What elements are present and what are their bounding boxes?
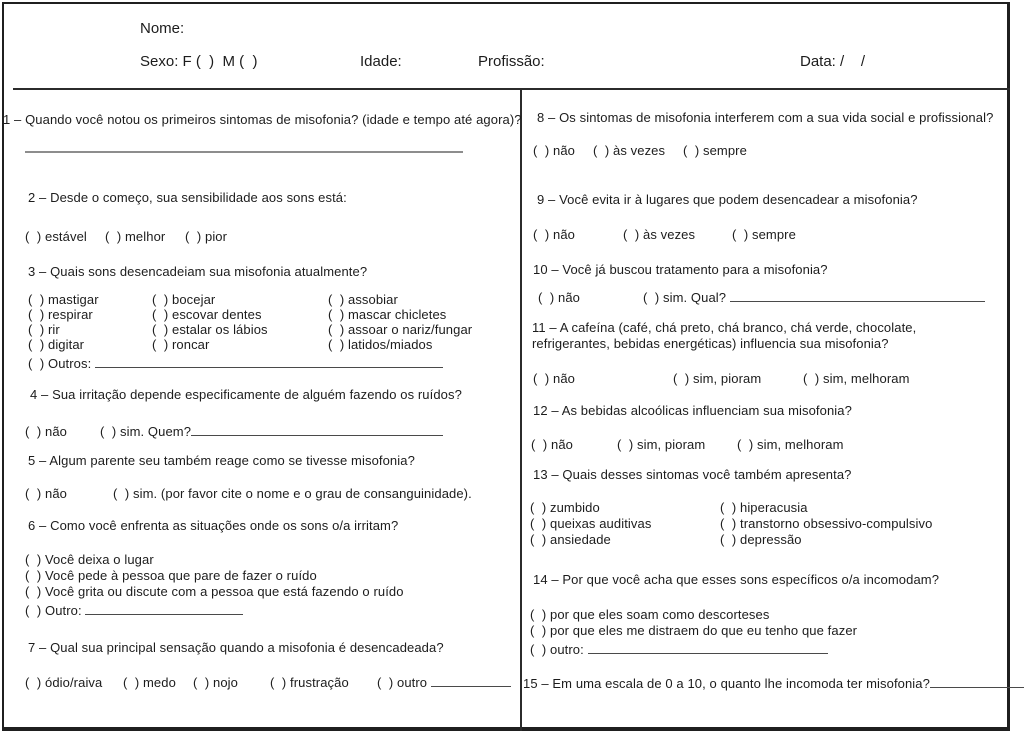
q6-option-2 — [25, 568, 317, 584]
text-label: 10 – Você já buscou tratamento para a misofonia? — [533, 262, 828, 277]
q3-row-3 — [28, 322, 472, 338]
checkbox-option[interactable]: ( ) às vezes — [593, 143, 666, 158]
q13-row-1 — [530, 500, 808, 516]
checkbox-option[interactable]: ( ) sim. Quem? — [100, 424, 192, 439]
sex-field-label[interactable]: Sexo: F ( ) M ( ) — [140, 53, 258, 70]
q7-title — [28, 640, 444, 656]
checkbox-option[interactable]: ( ) ódio/raiva — [25, 675, 103, 690]
answer-blank[interactable] — [431, 672, 511, 687]
text-label: 5 – Algum parente seu também reage como se tivesse misofonia? — [28, 453, 415, 468]
checkbox-option[interactable]: ( ) não — [538, 290, 580, 305]
checkbox-option[interactable]: ( ) sempre — [732, 227, 796, 242]
text-label: 3 – Quais sons desencadeiam sua misofonia atualmente? — [28, 264, 368, 279]
checkbox-option[interactable]: ( ) assoar o nariz/fungar — [328, 322, 473, 337]
checkbox-option[interactable]: ( ) mascar chicletes — [328, 307, 447, 322]
checkbox-option[interactable]: ( ) Outro: — [25, 603, 86, 618]
checkbox-option[interactable]: ( ) mastigar — [28, 292, 99, 307]
text-label: 12 – As bebidas alcoólicas influenciam sua misofonia? — [533, 403, 852, 418]
checkbox-option[interactable]: ( ) respirar — [28, 307, 93, 322]
q13-row-3 — [530, 532, 802, 548]
answer-blank[interactable] — [95, 353, 443, 368]
q2-options — [25, 229, 227, 245]
checkbox-option[interactable]: ( ) não — [531, 437, 573, 452]
checkbox-option[interactable]: ( ) outro — [377, 675, 431, 690]
q6-option-3 — [25, 584, 404, 600]
q3-title — [28, 264, 367, 280]
checkbox-option[interactable]: ( ) Você pede à pessoa que pare de fazer o ruído — [25, 568, 317, 583]
checkbox-option[interactable]: ( ) sim. (por favor cite o nome e o grau de consanguinidade). — [113, 486, 472, 501]
checkbox-option[interactable]: ( ) escovar dentes — [152, 307, 262, 322]
q8-options — [533, 143, 747, 159]
q9-title — [537, 192, 918, 208]
checkbox-option[interactable]: ( ) hiperacusia — [720, 500, 808, 515]
age-field-label: Idade: — [360, 53, 402, 70]
right-column — [521, 90, 1024, 735]
q5-title — [28, 453, 415, 469]
name-field-label: Nome: — [140, 20, 185, 37]
q14-title — [533, 572, 939, 588]
q5-options — [25, 486, 472, 502]
text-label: 2 – Desde o começo, sua sensibilidade aos sons está: — [28, 190, 347, 205]
text-label: 4 – Sua irritação depende especificamente de alguém fazendo os ruídos? — [30, 387, 462, 402]
checkbox-option[interactable]: ( ) não — [25, 486, 67, 501]
checkbox-option[interactable]: ( ) por que eles soam como descorteses — [530, 607, 770, 622]
q12-title — [533, 403, 852, 419]
text-label: 1 – Quando você notou os primeiros sintomas de misofonia? (idade e tempo até agora)? — [3, 112, 522, 127]
profession-field-label: Profissão: — [478, 53, 545, 70]
answer-blank[interactable] — [588, 639, 828, 654]
answer-blank[interactable] — [191, 421, 443, 436]
text-label: 14 – Por que você acha que esses sons específicos o/a incomodam? — [533, 572, 940, 587]
answer-blank[interactable] — [25, 137, 463, 153]
checkbox-option[interactable]: ( ) Você deixa o lugar — [25, 552, 154, 567]
text-label: 13 – Quais desses sintomas você também apresenta? — [533, 467, 852, 482]
checkbox-option[interactable]: ( ) sim, pioram — [617, 437, 706, 452]
text-label: 15 – Em uma escala de 0 a 10, o quanto lhe incomoda ter misofonia? — [523, 676, 930, 691]
checkbox-option[interactable]: ( ) digitar — [28, 337, 85, 352]
checkbox-option[interactable]: ( ) não — [533, 371, 575, 386]
q6-option-1 — [25, 552, 154, 568]
q7-options — [25, 672, 511, 691]
checkbox-option[interactable]: ( ) às vezes — [623, 227, 696, 242]
text-label: 11 – A cafeína (café, chá preto, chá branco, chá verde, chocolate, — [532, 320, 917, 335]
checkbox-option[interactable]: ( ) depressão — [720, 532, 802, 547]
checkbox-option[interactable]: ( ) não — [25, 424, 67, 439]
text-label: refrigerantes, bebidas energéticas) influencia sua misofonia? — [532, 336, 889, 351]
q1-title — [3, 112, 522, 128]
checkbox-option[interactable]: ( ) melhor — [105, 229, 166, 244]
checkbox-option[interactable]: ( ) não — [533, 227, 575, 242]
checkbox-option[interactable]: ( ) estalar os lábios — [152, 322, 268, 337]
q14-option-1 — [530, 607, 769, 623]
checkbox-option[interactable]: ( ) sim, melhoram — [803, 371, 910, 386]
checkbox-option[interactable]: ( ) zumbido — [530, 500, 600, 515]
text-label: 8 – Os sintomas de misofonia interferem com a sua vida social e profissional? — [537, 110, 994, 125]
answer-blank[interactable] — [85, 600, 243, 615]
checkbox-option[interactable]: ( ) bocejar — [152, 292, 216, 307]
q11-options — [533, 371, 910, 387]
q10-title — [533, 262, 828, 278]
checkbox-option[interactable]: ( ) Outros: — [28, 356, 96, 371]
checkbox-option[interactable]: ( ) pior — [185, 229, 228, 244]
answer-blank[interactable] — [930, 673, 1024, 688]
checkbox-option[interactable]: ( ) sim, pioram — [673, 371, 762, 386]
checkbox-option[interactable]: ( ) medo — [123, 675, 176, 690]
checkbox-option[interactable]: ( ) frustração — [270, 675, 349, 690]
checkbox-option[interactable]: ( ) transtorno obsessivo-compulsivo — [720, 516, 933, 531]
answer-blank[interactable] — [730, 287, 985, 302]
q13-title — [533, 467, 852, 483]
q3-row-4 — [28, 337, 433, 353]
checkbox-option[interactable]: ( ) sempre — [683, 143, 747, 158]
text-label: 9 – Você evita ir à lugares que podem desencadear a misofonia? — [537, 192, 918, 207]
text-label: 7 – Qual sua principal sensação quando a misofonia é desencadeada? — [28, 640, 444, 655]
q11-title-line-1 — [532, 320, 916, 336]
date-field-label: Data: / / — [800, 53, 866, 70]
checkbox-option[interactable]: ( ) sim. Qual? — [643, 290, 730, 305]
q14-option-2 — [530, 623, 857, 639]
q4-title — [30, 387, 462, 403]
checkbox-option[interactable]: ( ) não — [533, 143, 575, 158]
checkbox-option[interactable]: ( ) latidos/miados — [328, 337, 433, 352]
q3-row-2 — [28, 307, 446, 323]
q14-option-3 — [530, 639, 828, 658]
q2-title — [28, 190, 347, 206]
left-column — [3, 90, 520, 735]
checkbox-option[interactable]: ( ) ansiedade — [530, 532, 611, 547]
q1-answer-line — [25, 137, 463, 157]
checkbox-option[interactable]: ( ) outro: — [530, 642, 588, 657]
q4-options — [25, 421, 443, 440]
q12-options — [531, 437, 844, 453]
checkbox-option[interactable]: ( ) assobiar — [328, 292, 398, 307]
checkbox-option[interactable]: ( ) roncar — [152, 337, 210, 352]
text-label: 6 – Como você enfrenta as situações onde os sons o/a irritam? — [28, 518, 399, 533]
checkbox-option[interactable]: ( ) Você grita ou discute com a pessoa que está fazendo o ruído — [25, 584, 404, 599]
checkbox-option[interactable]: ( ) rir — [28, 322, 60, 337]
checkbox-option[interactable]: ( ) nojo — [193, 675, 238, 690]
checkbox-option[interactable]: ( ) queixas auditivas — [530, 516, 652, 531]
q9-options — [533, 227, 796, 243]
q10-options — [538, 287, 985, 306]
q3-row-1 — [28, 292, 398, 308]
checkbox-option[interactable]: ( ) por que eles me distraem do que eu tenho que fazer — [530, 623, 858, 638]
checkbox-option[interactable]: ( ) estável — [25, 229, 87, 244]
q13-row-2 — [530, 516, 932, 532]
q6-option-4 — [25, 600, 243, 619]
q8-title — [537, 110, 993, 126]
q15-title — [523, 673, 1024, 692]
q6-title — [28, 518, 398, 534]
q11-title-line-2 — [532, 336, 889, 352]
q3-outros — [28, 353, 443, 372]
checkbox-option[interactable]: ( ) sim, melhoram — [737, 437, 844, 452]
